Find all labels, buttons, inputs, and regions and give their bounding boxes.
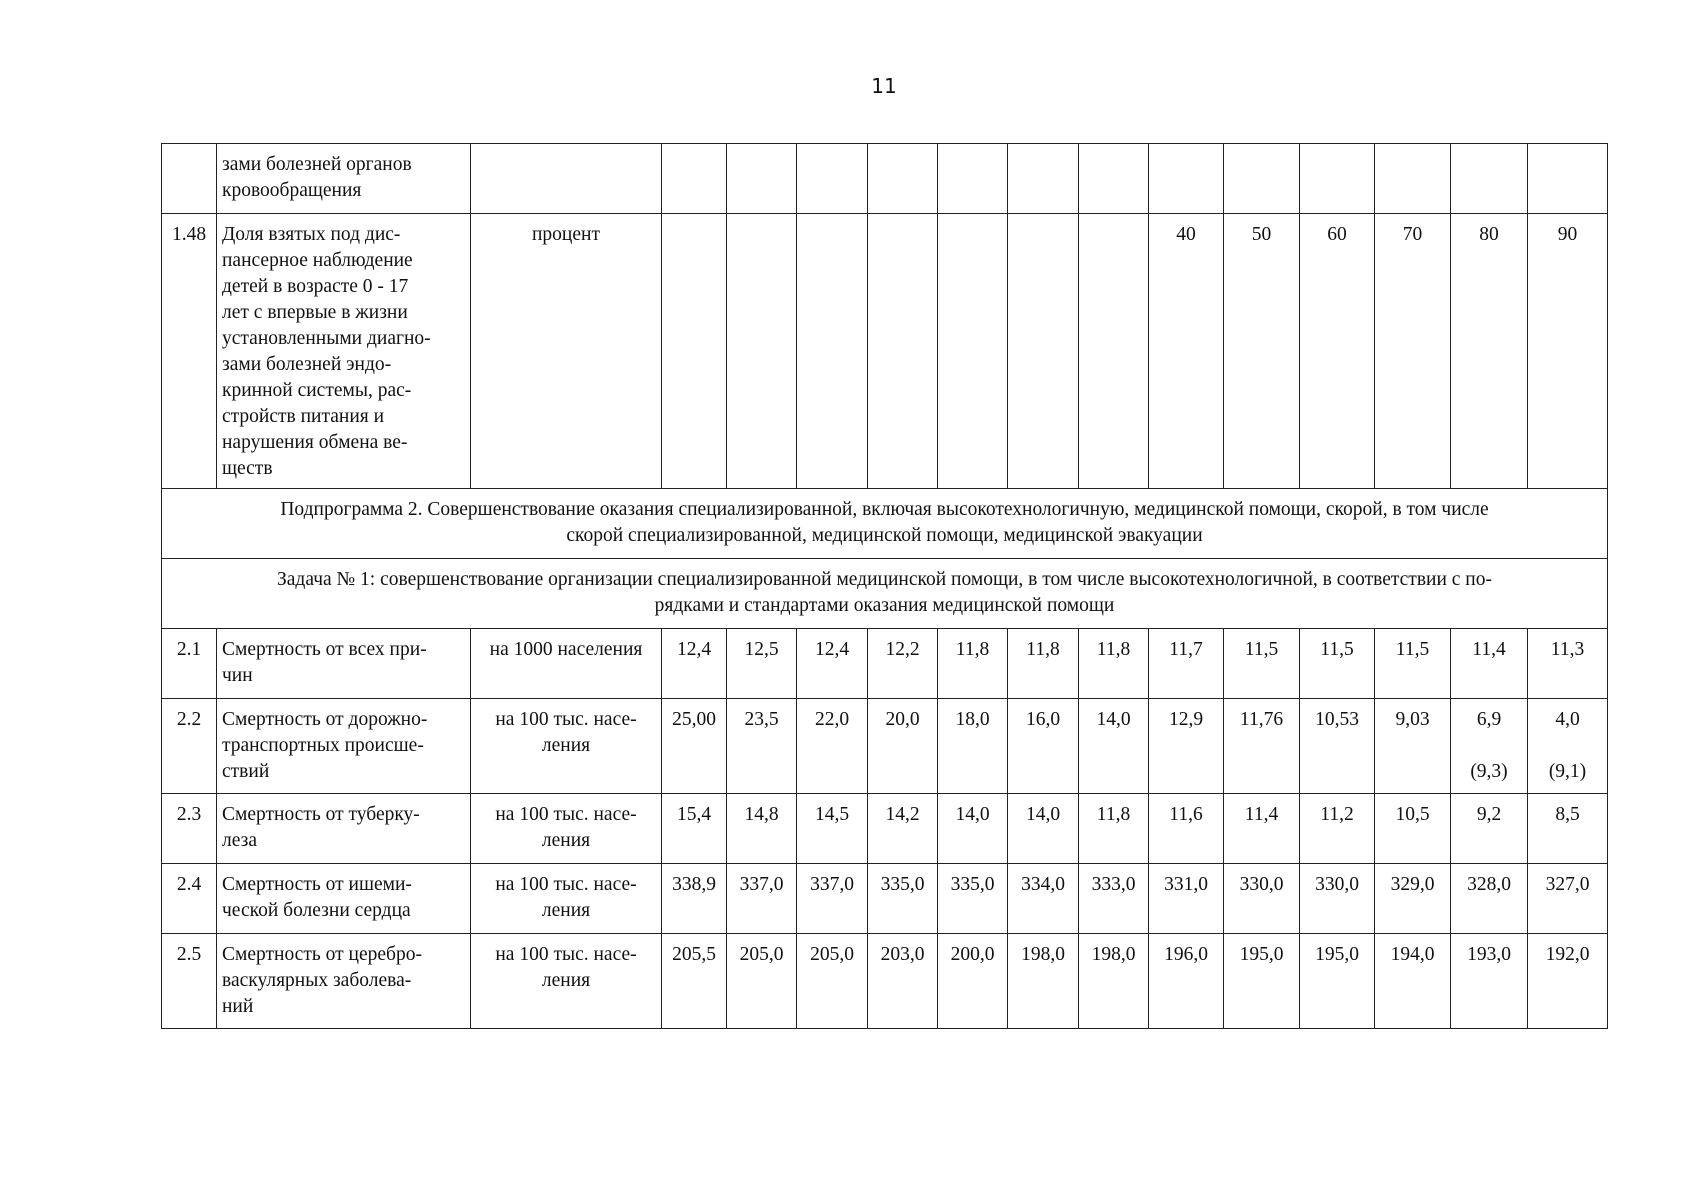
- value-cell: 70: [1375, 214, 1451, 489]
- indicator-name-line: леза: [222, 830, 257, 851]
- value-text: 14,2: [885, 804, 920, 825]
- value-cell: 50: [1224, 214, 1300, 489]
- value-cell: [868, 934, 938, 1029]
- indicator-name-line: стройств питания и: [222, 406, 385, 427]
- value-cell: [1375, 699, 1451, 794]
- value-text: 11,3: [1550, 639, 1585, 660]
- indicator-name-cell: [217, 794, 471, 864]
- indicator-name-line: Доля взятых под дис-: [222, 224, 401, 245]
- value-cell: [662, 214, 727, 489]
- value-cell: [797, 214, 868, 489]
- value-cell: [1528, 144, 1608, 214]
- value-cell: [1300, 144, 1375, 214]
- value-text: 20,0: [885, 709, 920, 730]
- value-cell: [1079, 864, 1149, 934]
- value-text: 337,0: [810, 874, 854, 895]
- row-number-cell: 2.4: [162, 864, 217, 934]
- subprogram-heading-row: [162, 489, 1608, 559]
- value-text: 335,0: [950, 874, 995, 895]
- value-text: 327,0: [1545, 874, 1590, 895]
- value-cell: [1451, 629, 1528, 699]
- value-cell: [1079, 699, 1149, 794]
- value-text: 11,2: [1320, 804, 1354, 825]
- value-text: 203,0: [880, 944, 925, 965]
- indicator-name-cell: [217, 629, 471, 699]
- value-text: 12,4: [814, 639, 850, 660]
- value-text: 196,0: [1164, 944, 1208, 965]
- value-cell: [1528, 794, 1608, 864]
- value-cell: [1451, 864, 1528, 934]
- value-text: 25,00: [672, 709, 716, 730]
- value-cell: [1079, 934, 1149, 1029]
- indicator-name-line: нарушения обмена ве-: [222, 432, 408, 453]
- value-cell: [1300, 934, 1375, 1029]
- value-subtext: (9,3): [1470, 761, 1508, 782]
- value-cell: [1300, 864, 1375, 934]
- value-cell: [1528, 934, 1608, 1029]
- value-cell: [1451, 699, 1528, 794]
- value-cell: [1300, 794, 1375, 864]
- value-text: 335,0: [880, 874, 925, 895]
- value-cell: [1079, 214, 1149, 489]
- value-text: 11,8: [1096, 804, 1131, 825]
- indicator-name-line: Смертность от туберку-: [222, 804, 420, 825]
- value-cell: [1451, 144, 1528, 214]
- value-cell: [938, 934, 1008, 1029]
- value-cell: [662, 629, 727, 699]
- value-text: 6,9: [1476, 709, 1502, 730]
- value-text: 195,0: [1239, 944, 1284, 965]
- indicator-name-line: ний: [222, 996, 254, 1017]
- value-cell: 90: [1528, 214, 1608, 489]
- value-cell: [1375, 864, 1451, 934]
- unit-line: ления: [541, 830, 591, 851]
- indicator-name-line: кровообращения: [222, 180, 362, 201]
- value-text: 330,0: [1239, 874, 1284, 895]
- value-cell: [797, 794, 868, 864]
- value-cell: 40: [1149, 214, 1224, 489]
- task-heading-row: [162, 559, 1608, 629]
- indicator-name-line: Смертность от ишеми-: [222, 874, 412, 895]
- value-cell: [1224, 699, 1300, 794]
- value-cell: [1451, 794, 1528, 864]
- table-row: [162, 794, 1608, 864]
- indicator-name-line: детей в возрасте 0 - 17: [222, 276, 409, 297]
- value-text: 14,0: [1096, 709, 1131, 730]
- value-text: 330,0: [1315, 874, 1359, 895]
- row-number-cell: 2.5: [162, 934, 217, 1029]
- unit-line: на 100 тыс. насе-: [495, 804, 637, 825]
- value-text: 18,0: [955, 709, 990, 730]
- value-cell: [868, 629, 938, 699]
- value-text: 11,5: [1244, 639, 1279, 660]
- row-number-cell: 2.2: [162, 699, 217, 794]
- indicator-name-cell: [217, 214, 471, 489]
- indicator-name-line: зами болезней эндо-: [222, 354, 392, 375]
- task-heading-line: рядками и стандартами оказания медицинской помощи: [654, 595, 1115, 616]
- value-cell: [797, 934, 868, 1029]
- value-cell: [1451, 934, 1528, 1029]
- subprogram-heading-line: Подпрограмма 2. Совершенствование оказания специализированной, включая высокотехнологичную, медицинской помощи, скорой, в том числе: [280, 499, 1489, 520]
- value-cell: [727, 934, 797, 1029]
- value-cell: [868, 699, 938, 794]
- value-cell: [1079, 144, 1149, 214]
- unit-line: на 100 тыс. насе-: [495, 944, 637, 965]
- value-cell: [662, 864, 727, 934]
- value-cell: [938, 794, 1008, 864]
- value-text: 9,03: [1395, 709, 1430, 730]
- value-cell: [1079, 629, 1149, 699]
- value-text: 10,53: [1315, 709, 1359, 730]
- value-text: 205,5: [672, 944, 716, 965]
- value-cell: [868, 794, 938, 864]
- value-cell: [1375, 144, 1451, 214]
- subprogram-heading: [162, 489, 1608, 559]
- value-cell: [1149, 934, 1224, 1029]
- indicator-name-line: пансерное наблюдение: [222, 250, 413, 271]
- value-cell: [797, 629, 868, 699]
- value-text: 12,9: [1168, 709, 1204, 730]
- value-cell: [1528, 699, 1608, 794]
- value-cell: [727, 794, 797, 864]
- task-heading-line: Задача № 1: совершенствование организации специализированной медицинской помощи, в том числе высокотехнологичной, в соответствии с по-: [277, 569, 1492, 590]
- value-subtext: (9,1): [1548, 761, 1587, 782]
- value-cell: [727, 699, 797, 794]
- value-text: 205,0: [739, 944, 784, 965]
- value-text: 12,2: [885, 639, 920, 660]
- value-text: 331,0: [1164, 874, 1208, 895]
- value-text: 11,8: [955, 639, 990, 660]
- value-text: 11,8: [1026, 639, 1060, 660]
- value-text: 11,4: [1244, 804, 1279, 825]
- indicator-name-line: установленными диагно-: [222, 328, 431, 349]
- indicator-name-line: транспортных происше-: [222, 735, 424, 756]
- value-cell: [1079, 794, 1149, 864]
- value-cell: [1375, 934, 1451, 1029]
- unit-line: ления: [541, 970, 591, 991]
- value-text: 14,8: [744, 804, 779, 825]
- indicator-name-line: зами болезней органов: [222, 154, 412, 175]
- value-text: 14,0: [955, 804, 990, 825]
- value-cell: [938, 214, 1008, 489]
- indicator-name-cell: [217, 864, 471, 934]
- value-text: 11,7: [1169, 639, 1203, 660]
- value-cell: [797, 864, 868, 934]
- value-cell: [727, 214, 797, 489]
- table-row: [162, 214, 1608, 489]
- value-cell: [1224, 144, 1300, 214]
- value-cell: [727, 144, 797, 214]
- value-cell: [1008, 794, 1079, 864]
- value-cell: [1008, 214, 1079, 489]
- value-text: 15,4: [676, 804, 712, 825]
- value-text: 205,0: [810, 944, 854, 965]
- table-row: [162, 699, 1608, 794]
- value-cell: [1224, 629, 1300, 699]
- table-row: [162, 864, 1608, 934]
- value-text: 337,0: [739, 874, 784, 895]
- value-text: 200,0: [950, 944, 995, 965]
- indicator-name-line: кринной системы, рас-: [222, 380, 412, 401]
- table-row: [162, 934, 1608, 1029]
- value-text: 333,0: [1091, 874, 1136, 895]
- value-cell: [1528, 629, 1608, 699]
- value-text: 334,0: [1021, 874, 1065, 895]
- value-text: 328,0: [1467, 874, 1511, 895]
- value-text: 194,0: [1390, 944, 1435, 965]
- value-text: 8,5: [1555, 804, 1580, 825]
- unit-cell: [471, 934, 662, 1029]
- value-text: 198,0: [1091, 944, 1136, 965]
- value-cell: [1008, 934, 1079, 1029]
- unit-cell: [471, 629, 662, 699]
- value-text: 11,76: [1239, 709, 1284, 730]
- value-text: 11,8: [1096, 639, 1131, 660]
- unit-cell: процент: [471, 214, 662, 489]
- row-number-cell: 1.48: [162, 214, 217, 489]
- value-cell: [1149, 629, 1224, 699]
- value-cell: [797, 699, 868, 794]
- value-text: 11,4: [1472, 639, 1506, 660]
- indicator-name-line: ческой болезни сердца: [222, 900, 411, 921]
- value-cell: [1149, 699, 1224, 794]
- unit-line: на 100 тыс. насе-: [495, 874, 637, 895]
- value-cell: [1008, 864, 1079, 934]
- value-cell: [1008, 144, 1079, 214]
- value-cell: [662, 144, 727, 214]
- indicator-name-line: Смертность от всех при-: [222, 639, 427, 660]
- value-cell: [1149, 864, 1224, 934]
- indicators-table: [161, 143, 1608, 1029]
- indicator-name-line: Смертность от церебро-: [222, 944, 422, 965]
- value-text: 22,0: [814, 709, 850, 730]
- unit-line: ления: [541, 735, 591, 756]
- value-text: 192,0: [1545, 944, 1590, 965]
- unit-cell: [471, 699, 662, 794]
- value-cell: [868, 214, 938, 489]
- value-cell: [938, 629, 1008, 699]
- indicator-name-line: ствий: [222, 761, 270, 782]
- row-number-cell: 2.3: [162, 794, 217, 864]
- indicator-name-line: чин: [222, 665, 253, 686]
- page-number: 11: [871, 74, 897, 98]
- value-text: 23,5: [744, 709, 779, 730]
- indicator-name-cell: [217, 699, 471, 794]
- value-cell: [1008, 699, 1079, 794]
- value-text: 11,5: [1320, 639, 1354, 660]
- table-body: [162, 144, 1608, 1029]
- value-text: 4,0: [1555, 709, 1580, 730]
- value-cell: [1375, 794, 1451, 864]
- unit-cell: [471, 144, 662, 214]
- value-cell: [938, 144, 1008, 214]
- value-text: 14,0: [1025, 804, 1061, 825]
- value-text: 12,5: [744, 639, 779, 660]
- value-text: 12,4: [676, 639, 712, 660]
- value-cell: [727, 629, 797, 699]
- value-text: 10,5: [1395, 804, 1430, 825]
- value-cell: [1149, 144, 1224, 214]
- table-row-continuation: [162, 144, 1608, 214]
- value-text: 329,0: [1390, 874, 1435, 895]
- indicator-name-cell: [217, 934, 471, 1029]
- value-cell: [868, 864, 938, 934]
- value-text: 338,9: [672, 874, 716, 895]
- value-cell: [1149, 794, 1224, 864]
- value-cell: [1300, 699, 1375, 794]
- value-cell: [662, 794, 727, 864]
- value-cell: [938, 699, 1008, 794]
- value-cell: 80: [1451, 214, 1528, 489]
- value-cell: [727, 864, 797, 934]
- value-cell: [662, 934, 727, 1029]
- value-text: 198,0: [1021, 944, 1065, 965]
- value-cell: [868, 144, 938, 214]
- value-text: 9,2: [1476, 804, 1502, 825]
- table-row: [162, 629, 1608, 699]
- indicator-name-line: Смертность от дорожно-: [222, 709, 428, 730]
- value-cell: [1008, 629, 1079, 699]
- row-number-cell: [162, 144, 217, 214]
- subprogram-heading-line: скорой специализированной, медицинской помощи, медицинской эвакуации: [566, 525, 1203, 546]
- value-text: 11,5: [1395, 639, 1430, 660]
- unit-line: ления: [541, 900, 591, 921]
- unit-line: на 100 тыс. насе-: [495, 709, 637, 730]
- value-text: 193,0: [1467, 944, 1511, 965]
- unit-cell: [471, 794, 662, 864]
- value-cell: [938, 864, 1008, 934]
- value-cell: [1300, 629, 1375, 699]
- unit-line: на 1000 населения: [489, 639, 643, 660]
- value-cell: 60: [1300, 214, 1375, 489]
- value-cell: [1224, 864, 1300, 934]
- unit-cell: [471, 864, 662, 934]
- indicator-name-line: васкулярных заболева-: [222, 970, 412, 991]
- value-cell: [1528, 864, 1608, 934]
- task-heading: [162, 559, 1608, 629]
- indicator-name-cell: [217, 144, 471, 214]
- value-text: 16,0: [1025, 709, 1061, 730]
- indicator-name-line: ществ: [222, 458, 273, 479]
- indicator-name-line: лет с впервые в жизни: [222, 302, 408, 323]
- value-cell: [1375, 629, 1451, 699]
- value-cell: [1224, 794, 1300, 864]
- value-cell: [1224, 934, 1300, 1029]
- value-cell: [797, 144, 868, 214]
- row-number-cell: 2.1: [162, 629, 217, 699]
- value-cell: [662, 699, 727, 794]
- value-text: 14,5: [814, 804, 850, 825]
- value-text: 195,0: [1315, 944, 1359, 965]
- value-text: 11,6: [1169, 804, 1203, 825]
